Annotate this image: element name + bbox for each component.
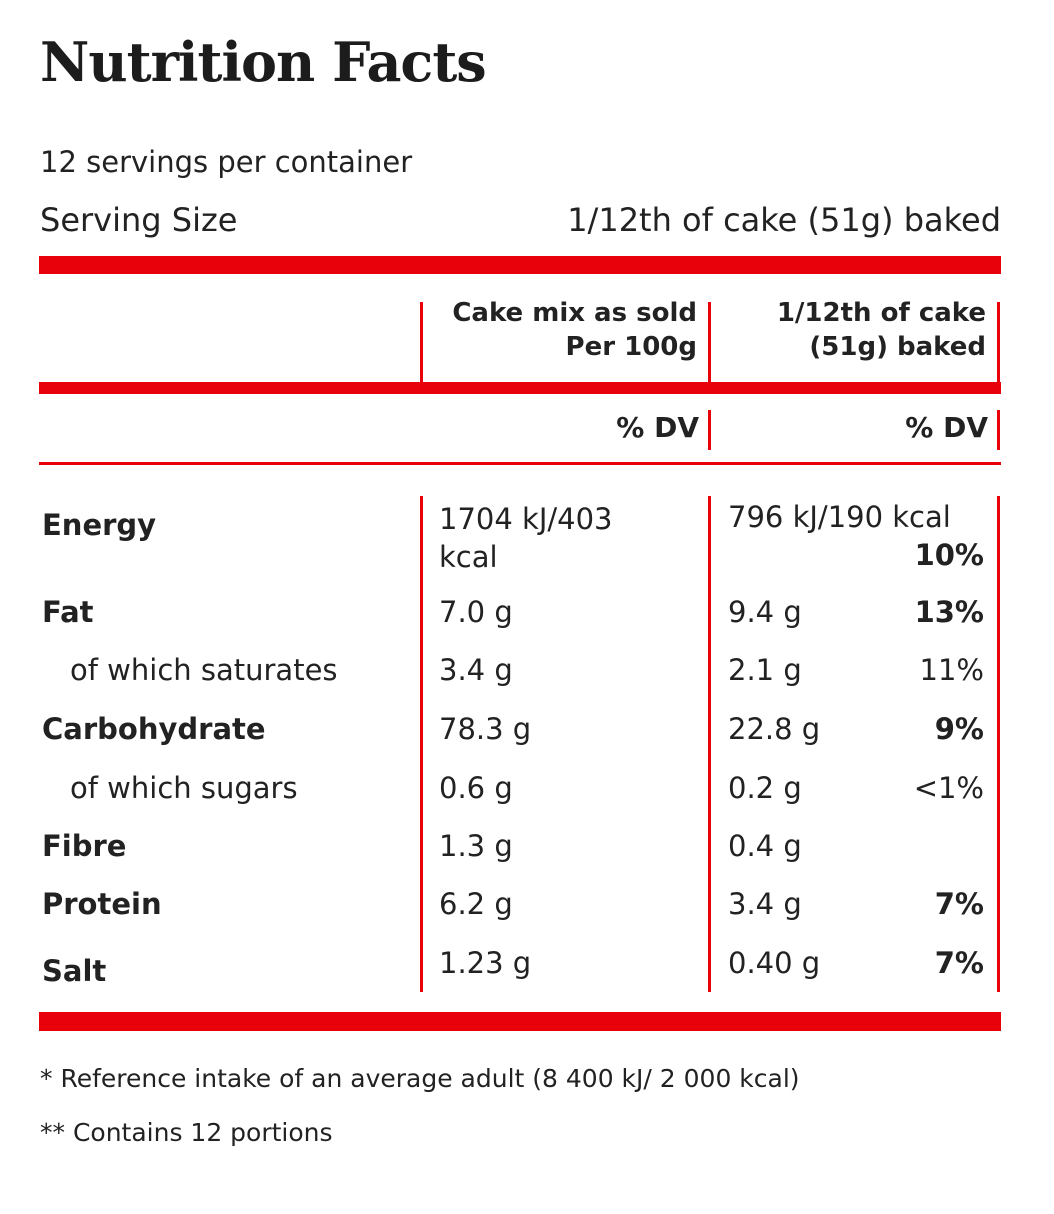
per-100g-value: 1.3 g [439,829,513,863]
per-serving-value: 22.8 g [728,712,821,746]
thin-divider [39,462,1001,465]
nutrient-name: of which saturates [70,653,338,687]
thick-divider-top [39,256,1001,274]
nutrient-row-sugars [0,771,1054,829]
per-100g-value: 7.0 g [439,595,513,629]
nutrient-name: Salt [42,954,107,988]
per-100g-value-line: kcal [439,540,498,574]
per-100g-value: 3.4 g [439,653,513,687]
nutrient-row-carbohydrate [0,712,1054,770]
daily-value-percent: <1% [913,771,984,805]
per-serving-value: 0.4 g [728,829,802,863]
daily-value-percent: 11% [919,653,984,687]
page-title: Nutrition Facts [40,30,486,94]
daily-value-percent: 13% [914,595,984,629]
column-header-line: (51g) baked [809,332,986,362]
nutrient-name: Carbohydrate [42,712,266,746]
footnote-portions: ** Contains 12 portions [40,1118,333,1147]
per-serving-value: 796 kJ/190 kcal [728,500,951,534]
per-serving-value: 3.4 g [728,887,802,921]
column-header-line: Per 100g [565,332,697,362]
daily-value-percent: 7% [934,887,984,921]
nutrient-name: Fibre [42,829,127,863]
dv-header-col1: % DV [616,411,699,444]
servings-per-container: 12 servings per container [40,145,413,179]
dv-header-col2: % DV [905,411,988,444]
nutrient-row-saturates [0,653,1054,711]
nutrient-name: Protein [42,887,162,921]
nutrient-name: Fat [42,595,94,629]
per-100g-value: 1.23 g [439,946,532,980]
per-serving-value: 0.40 g [728,946,821,980]
footnote-reference-intake: * Reference intake of an average adult (8 400 kJ/ 2 000 kcal) [40,1064,800,1093]
column-header-line: 1/12th of cake [776,298,986,328]
daily-value-percent: 10% [914,538,984,572]
per-serving-value: 0.2 g [728,771,802,805]
per-100g-value: 0.6 g [439,771,513,805]
serving-size-value: 1/12th of cake (51g) baked [567,201,1001,239]
column-header-per-serving [777,296,986,364]
nutrient-row-salt [0,946,1054,1004]
column-divider [997,302,1000,382]
nutrient-name: of which sugars [70,771,298,805]
medium-divider [39,382,1001,394]
column-header-line: Cake mix as sold [452,298,697,328]
per-serving-value: 2.1 g [728,653,802,687]
nutrient-name: Energy [42,508,157,542]
column-divider [708,302,711,382]
nutrient-row-fibre [0,829,1054,887]
per-serving-value: 9.4 g [728,595,802,629]
column-divider [997,410,1000,450]
per-100g-value: 78.3 g [439,712,532,746]
per-100g-value-line: 1704 kJ/403 [439,502,613,536]
nutrient-row-energy [0,500,1054,580]
per-100g-value: 6.2 g [439,887,513,921]
daily-value-percent: 9% [934,712,984,746]
nutrient-row-protein [0,887,1054,945]
nutrient-row-fat [0,595,1054,653]
thick-divider-bottom [39,1012,1001,1031]
serving-size-label: Serving Size [40,201,238,239]
per-100g-value [439,500,613,576]
daily-value-percent: 7% [934,946,984,980]
column-divider [708,410,711,450]
column-divider [420,302,423,382]
column-header-per-100g [452,296,697,364]
